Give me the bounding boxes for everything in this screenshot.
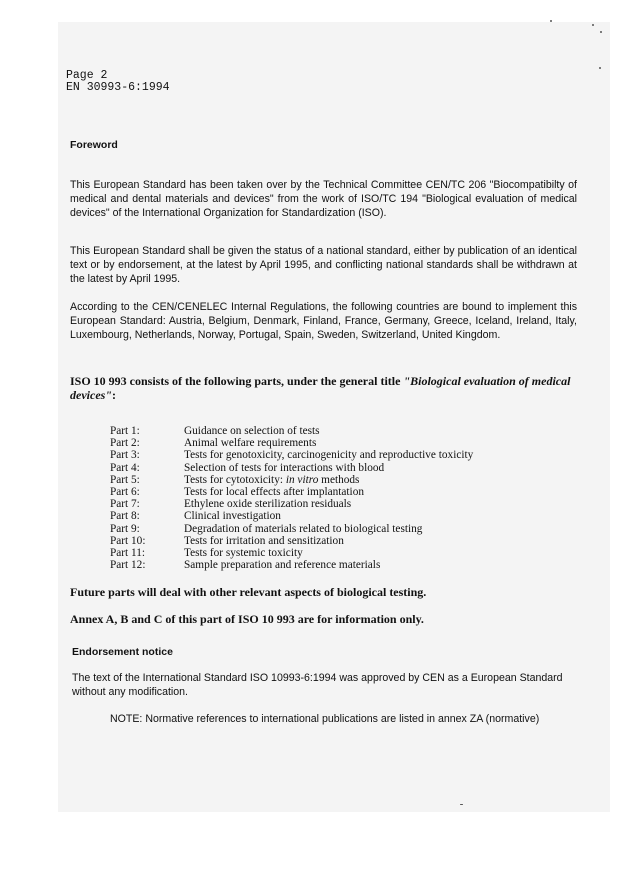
part-title: Clinical investigation bbox=[184, 510, 281, 523]
part-title-prefix: Tests for cytotoxicity: bbox=[184, 473, 286, 486]
iso-intro-prefix: ISO 10 993 consists of the following parts, under the general title bbox=[70, 374, 404, 388]
list-item bbox=[110, 462, 473, 474]
foreword-title: Foreword bbox=[70, 139, 118, 151]
part-number: Part 4: bbox=[110, 461, 140, 474]
scan-speck bbox=[592, 24, 594, 26]
part-number: Part 5: bbox=[110, 473, 140, 486]
list-item bbox=[110, 510, 473, 522]
iso-intro-suffix: : bbox=[111, 388, 116, 402]
part-number: Part 7: bbox=[110, 498, 140, 511]
list-item bbox=[110, 523, 473, 535]
part-title: Degradation of materials related to biological testing bbox=[184, 522, 423, 535]
list-item bbox=[110, 425, 473, 437]
part-title: Tests for irritation and sensitization bbox=[184, 534, 344, 547]
parts-list bbox=[110, 425, 473, 571]
list-item bbox=[110, 498, 473, 510]
standard-number: EN 30993-6:1994 bbox=[66, 81, 170, 94]
scan-speck bbox=[550, 20, 552, 22]
list-item bbox=[110, 437, 473, 449]
foreword-paragraph: This European Standard has been taken over by the Technical Committee CEN/TC 206 "Biocompatibilty of medical and dental materials and devices" from the work of ISO/TC 194 "Biological evaluation of medical devices" of the International Organization for Standardization (ISO). bbox=[70, 179, 577, 219]
page-header bbox=[66, 70, 170, 94]
list-item bbox=[110, 559, 473, 571]
part-number: Part 9: bbox=[110, 522, 140, 535]
part-number: Part 11: bbox=[110, 547, 146, 560]
scan-speck bbox=[599, 67, 601, 69]
part-title: Tests for genotoxicity, carcinogenicity and reproductive toxicity bbox=[184, 449, 474, 462]
endorsement-text: The text of the International Standard ISO 10993-6:1994 was approved by CEN as a European Standard without any modification. bbox=[72, 672, 563, 698]
part-number: Part 1: bbox=[110, 425, 140, 437]
part-number: Part 12: bbox=[110, 559, 146, 572]
annex-text: Annex A, B and C of this part of ISO 10 993 are for information only. bbox=[70, 612, 424, 626]
part-number: Part 2: bbox=[110, 437, 140, 450]
part-title: Tests for systemic toxicity bbox=[184, 547, 303, 560]
scan-speck bbox=[600, 31, 602, 33]
list-item bbox=[110, 474, 473, 486]
scan-speck bbox=[460, 804, 463, 805]
part-title: Animal welfare requirements bbox=[184, 437, 317, 450]
part-title: Tests for local effects after implantation bbox=[184, 486, 364, 499]
part-title: Guidance on selection of tests bbox=[184, 425, 320, 437]
foreword-paragraph: This European Standard shall be given the status of a national standard, either by publication of an identical text or by endorsement, at the latest by April 1995, and conflicting national standards shall be withdrawn at the latest by April 1995. bbox=[70, 245, 577, 285]
part-number: Part 3: bbox=[110, 449, 140, 462]
iso-intro bbox=[70, 374, 590, 402]
part-number: Part 6: bbox=[110, 486, 140, 499]
foreword-paragraph: According to the CEN/CENELEC Internal Regulations, the following countries are bound to implement this European Standard: Austria, Belgium, Denmark, Finland, France, Germany, Greece, Iceland, Ireland, Italy, Luxembourg, Netherlands, Norway, Portugal, Spain, Sweden, Switzerland, United Kingdom. bbox=[70, 301, 577, 341]
endorsement-note: NOTE: Normative references to international publications are listed in annex ZA (normative) bbox=[110, 713, 540, 725]
part-title-italic: in vitro bbox=[285, 473, 319, 486]
part-number: Part 8: bbox=[110, 510, 140, 523]
part-title: Sample preparation and reference materials bbox=[184, 559, 381, 572]
list-item bbox=[110, 535, 473, 547]
part-title-suffix: methods bbox=[318, 473, 360, 486]
iso-intro-title: "Biological evaluation of medical devices" bbox=[70, 374, 571, 402]
part-number: Part 10: bbox=[110, 534, 146, 547]
future-parts-text: Future parts will deal with other relevant aspects of biological testing. bbox=[70, 585, 427, 599]
list-item bbox=[110, 486, 473, 498]
part-title: Ethylene oxide sterilization residuals bbox=[184, 498, 352, 511]
part-title: Selection of tests for interactions with blood bbox=[184, 461, 385, 474]
list-item bbox=[110, 449, 473, 461]
page-number: Page 2 bbox=[66, 69, 108, 82]
endorsement-title: Endorsement notice bbox=[72, 646, 173, 658]
part-title bbox=[184, 474, 359, 486]
list-item bbox=[110, 547, 473, 559]
